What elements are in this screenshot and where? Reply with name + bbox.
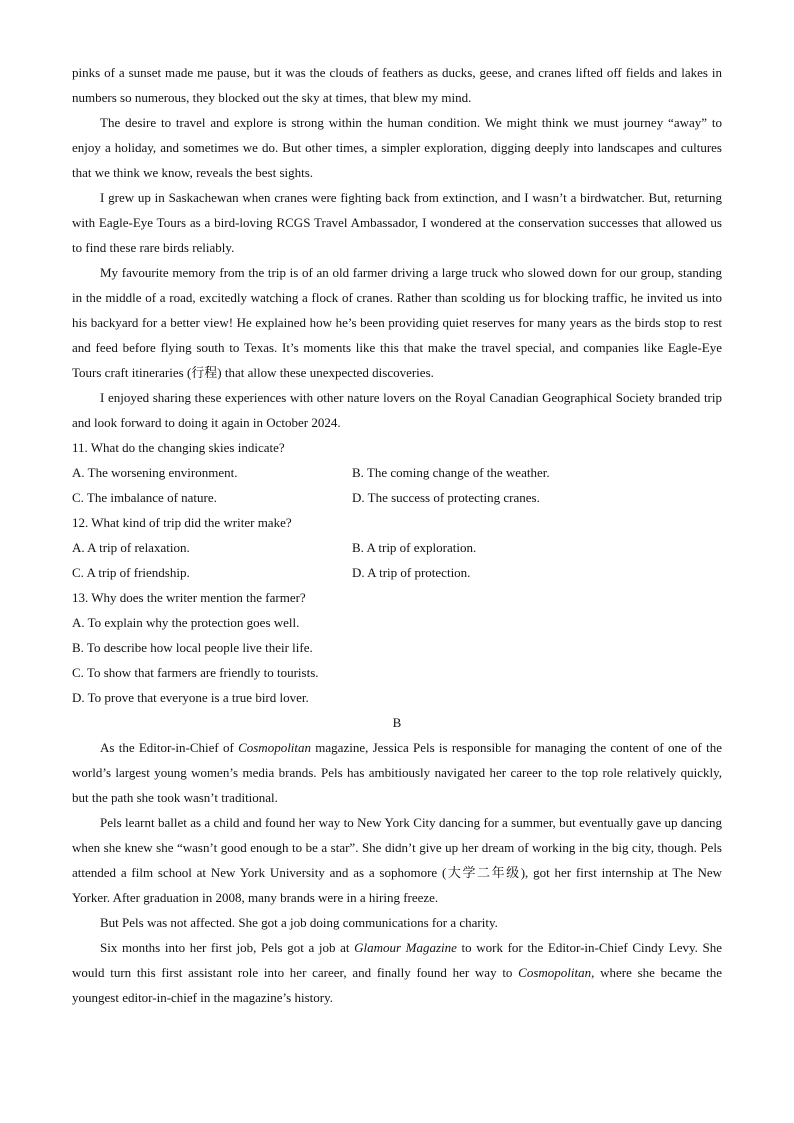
text-run: , where she became the youngest editor-in-chief in the magazine’s history. (72, 965, 722, 1005)
option-c[interactable]: C. A trip of friendship. (72, 565, 190, 580)
options-row (72, 560, 722, 585)
passage-b-paragraph-4 (72, 935, 722, 1010)
question-stem: 12. What kind of trip did the writer make? (72, 515, 292, 530)
option-d[interactable]: D. To prove that everyone is a true bird lover. (72, 690, 309, 705)
option-d[interactable]: D. A trip of protection. (352, 565, 471, 580)
option-c[interactable]: C. To show that farmers are friendly to tourists. (72, 665, 319, 680)
option-b[interactable]: B. The coming change of the weather. (352, 465, 550, 480)
section-heading-b: B (392, 715, 402, 730)
passage-b-paragraph-1 (72, 735, 722, 810)
passage-a-paragraph-3: I grew up in Saskachewan when cranes were fighting back from extinction, and I wasn’t a birdwatcher. But, returning with Eagle-Eye Tours as a bird-loving RCGS Travel Ambassador, I wondered at the conservation successes that allowed us to find these rare birds reliably. (72, 190, 722, 255)
passage-a-paragraph-2: The desire to travel and explore is strong within the human condition. We might think we must journey “away” to enjoy a holiday, and sometimes we do. But other times, a simpler exploration, digging deeply into landscapes and cultures that we think we know, reveals the best sights. (72, 115, 722, 180)
magazine-title: Glamour Magazine (354, 940, 457, 955)
question-12 (72, 510, 722, 585)
option-b[interactable]: B. A trip of exploration. (352, 540, 477, 555)
text-run: Six months into her first job, Pels got a job at (100, 940, 355, 955)
text-run: magazine, Jessica Pels is responsible for managing the content of one of the world’s largest young women’s media brands. Pels has ambitiously navigated her career to the top role relatively quickly, but the path she took wasn’t traditional. (72, 740, 722, 805)
option-c[interactable]: C. The imbalance of nature. (72, 490, 217, 505)
option-a[interactable]: A. To explain why the protection goes well. (72, 615, 300, 630)
option-d[interactable]: D. The success of protecting cranes. (352, 490, 540, 505)
option-b[interactable]: B. To describe how local people live their life. (72, 640, 313, 655)
text-run: As the Editor-in-Chief of (100, 740, 239, 755)
exam-page (72, 60, 722, 1010)
passage-a-paragraph-1: pinks of a sunset made me pause, but it was the clouds of feathers as ducks, geese, and cranes lifted off fields and lakes in numbers so numerous, they blocked out the sky at times, that blew my mind. (72, 65, 722, 105)
question-stem: 11. What do the changing skies indicate? (72, 440, 285, 455)
options-row (72, 485, 722, 510)
question-stem: 13. Why does the writer mention the farmer? (72, 590, 306, 605)
magazine-title: Cosmopolitan (518, 965, 592, 980)
option-a[interactable]: A. The worsening environment. (72, 465, 238, 480)
magazine-title: Cosmopolitan (238, 740, 312, 755)
passage-b-paragraph-2: Pels learnt ballet as a child and found her way to New York City dancing for a summer, but eventually gave up dancing when she knew she “wasn’t good enough to be a star”. She didn’t give up her dream of working in the big city, though. Pels attended a film school at New York University and as a sophomore (大学二年级), got her first internship at The New Yorker. After graduation in 2008, many brands were in a hiring freeze. (72, 815, 722, 905)
passage-b-paragraph-3: But Pels was not affected. She got a job doing communications for a charity. (100, 915, 498, 930)
options-row (72, 535, 722, 560)
passage-a-paragraph-4: My favourite memory from the trip is of an old farmer driving a large truck who slowed down for our group, standing in the middle of a road, excitedly watching a flock of cranes. Rather than scolding us for blocking traffic, he invited us into his backyard for a better view! He explained how he’s been providing quiet reserves for many years as the birds stop to rest and feed before flying south to Texas. It’s moments like this that make the travel special, and companies like Eagle-Eye Tours craft itineraries (行程) that allow these unexpected discoveries. (72, 265, 722, 380)
question-11 (72, 435, 722, 510)
options-row (72, 460, 722, 485)
passage-a-paragraph-5: I enjoyed sharing these experiences with other nature lovers on the Royal Canadian Geographical Society branded trip and look forward to doing it again in October 2024. (72, 390, 722, 430)
option-a[interactable]: A. A trip of relaxation. (72, 540, 190, 555)
text-run: to work for the Editor-in-Chief Cindy Levy. She would turn this first assistant role into her career, and finally found her way to (72, 940, 723, 980)
question-13 (72, 585, 722, 710)
